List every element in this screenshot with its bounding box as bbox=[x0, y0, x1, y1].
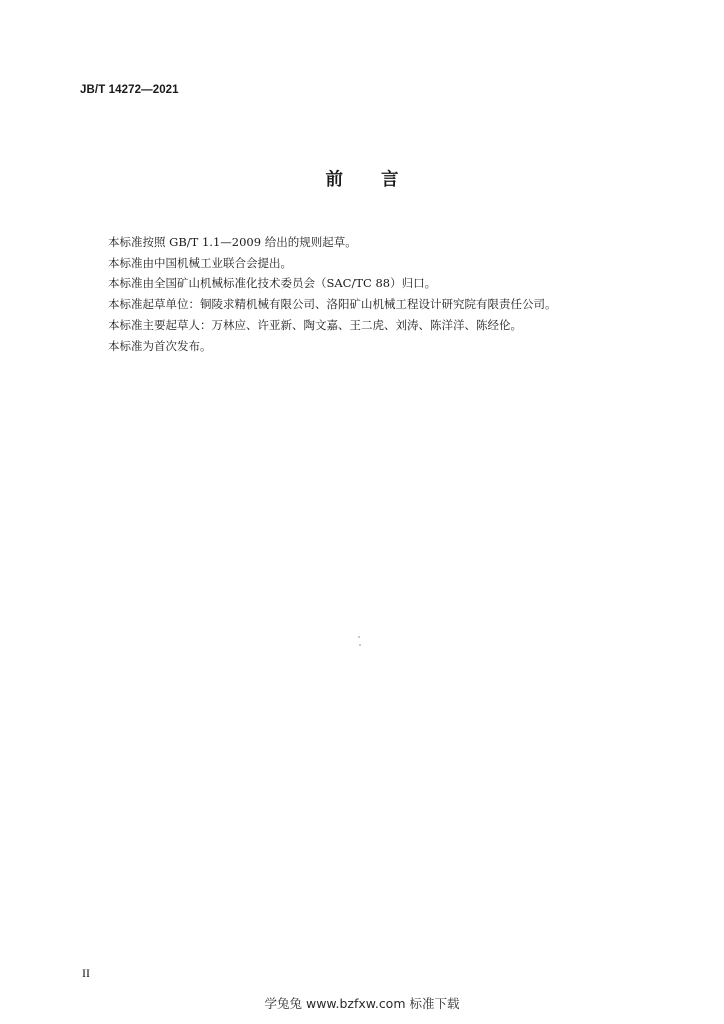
preface-line-first-release: 本标准为首次发布。 bbox=[108, 338, 212, 353]
scan-speck bbox=[358, 636, 360, 638]
preface-title: 前言 bbox=[325, 170, 437, 190]
scan-speck bbox=[359, 644, 361, 646]
preface-line-drafting-units: 本标准起草单位：铜陵求精机械有限公司、洛阳矿山机械工程设计研究院有限责任公司。 bbox=[108, 297, 557, 312]
preface-line-proposer: 本标准由中国机械工业联合会提出。 bbox=[108, 255, 292, 270]
preface-body bbox=[108, 232, 557, 356]
document-code: JB/T 14272—2021 bbox=[80, 84, 179, 96]
page-number: II bbox=[82, 966, 90, 980]
preface-line-committee: 本标准由全国矿山机械标准化技术委员会（SAC/TC 88）归口。 bbox=[108, 276, 437, 291]
preface-line-drafters: 本标准主要起草人：万林应、许亚新、陶文嘉、王二虎、刘涛、陈洋洋、陈经伦。 bbox=[108, 317, 522, 332]
watermark-text: 学兔兔 www.bzfxw.com 标准下载 bbox=[264, 996, 460, 1011]
preface-line-drafting-rules: 本标准按照 GB/T 1.1—2009 给出的规则起草。 bbox=[108, 235, 357, 249]
